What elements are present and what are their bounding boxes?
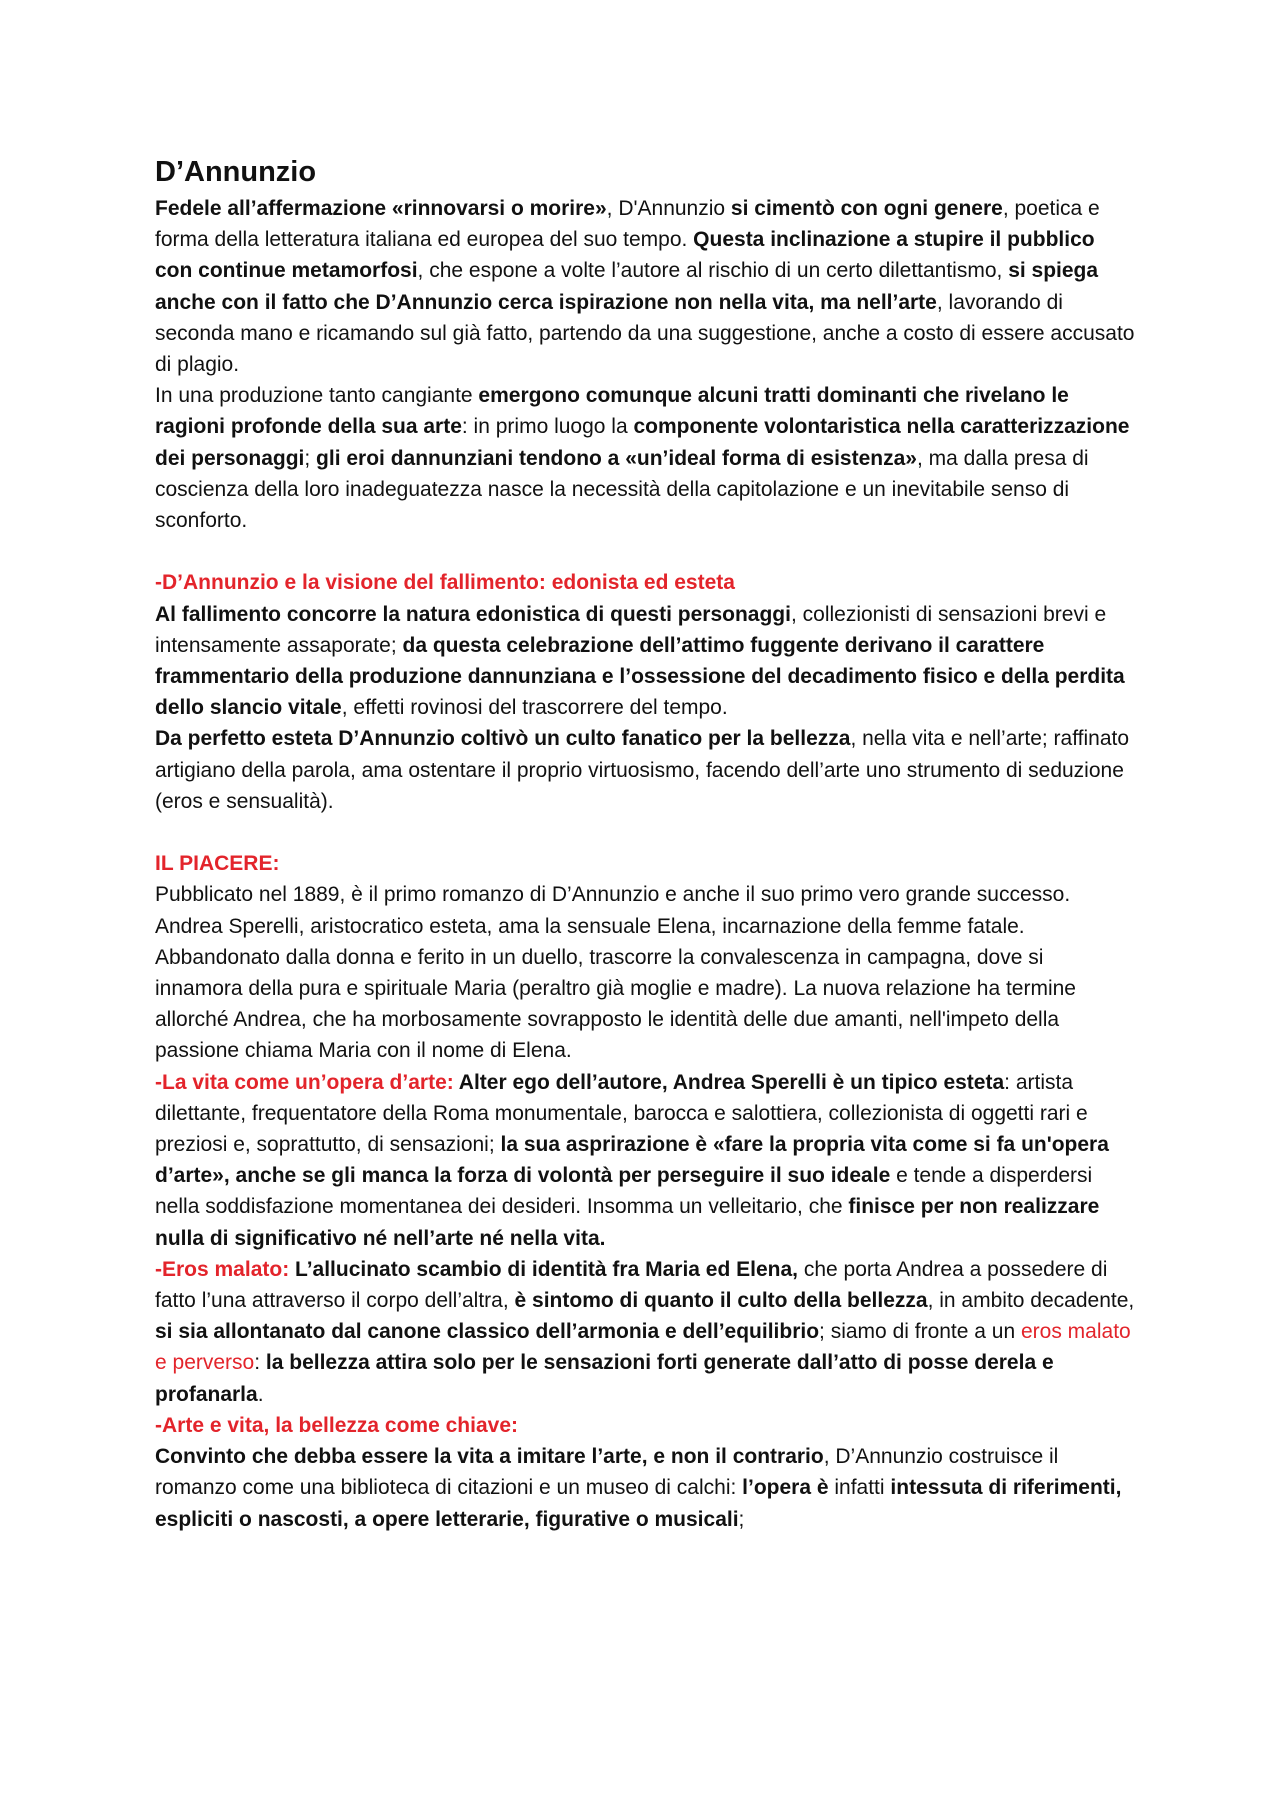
text-run: , D’Annunzio costruisce il romanzo come una biblioteca di citazioni e un museo di calchi: (155, 1445, 1059, 1500)
bold-run: Convinto che debba essere la vita a imitare l’arte, e non il contrario (155, 1445, 824, 1469)
text-run: : artista dilettante, frequentatore della Roma monumentale, barocca e salottiera, collezionista di oggetti rari e preziosi e, soprattutto, di sensazioni; (155, 1070, 1088, 1157)
bold-run: è sintomo di quanto il culto della bellezza (514, 1289, 928, 1313)
text-run: Andrea Sperelli, aristocratico esteta, ama la sensuale Elena, incarnazione della femme fatale. Abbandonato dalla donna e ferito in un duello, trascorre la convalescenza in campagna, dove si innamora della pura e spirituale Maria (peraltro già moglie e madre). La nuova relazione ha termine allorché Andrea, che ha morbosamente sovrapposto le identità delle due amanti, nell'impeto della passione chiama Maria con il nome di Elena. (155, 914, 1076, 1063)
highlight-run: -La vita come un’opera d’arte: (155, 1070, 459, 1094)
text-run: , nella vita e nell’arte; raffinato artigiano della parola, ama ostentare il proprio virtuosismo, facendo dell’arte uno strumento di seduzione (eros e sensualità). (155, 727, 1130, 813)
bold-run: la sua asprirazione è «fare la propria vita come si fa un'opera d’arte», anche se gli manca la forza di volontà per perseguire il suo ideale (155, 1133, 1109, 1188)
section1-paragraph-2 (155, 723, 1135, 817)
text-run: e tende a disperdersi nella soddisfazione momentanea dei desideri. Insomma un velleitario, che (155, 1164, 1093, 1219)
bold-run: gli eroi dannunziani tendono a «un’ideal forma di esistenza» (316, 446, 917, 470)
bold-run: l’opera è (742, 1476, 829, 1500)
text-run: che porta Andrea a possedere di fatto l’una attraverso il corpo dell’altra, (155, 1257, 1108, 1313)
text-run: In una produzione tanto cangiante (155, 384, 479, 408)
section2-paragraph-arte-vita (155, 1441, 1135, 1535)
text-run: ; (304, 446, 317, 470)
highlight-run: -Eros malato: (155, 1257, 296, 1281)
bold-run: Alter ego dell’autore, Andrea Sperelli è un tipico esteta (458, 1070, 1005, 1094)
text-run: , D'Annunzio (606, 197, 731, 220)
paragraph-spacer (155, 536, 1135, 567)
bold-run: si sia allontanato dal canone classico dell’armonia e dell’equilibrio (155, 1320, 820, 1344)
section-heading-fallimento: -D’Annunzio e la visione del fallimento: edonista ed esteta (155, 571, 735, 595)
text-run: , in ambito decadente, (927, 1289, 1135, 1313)
section2-paragraph-vita-opera-arte (155, 1067, 1135, 1254)
section1-paragraph-1 (155, 599, 1135, 724)
text-run: , effetti rovinosi del trascorrere del tempo. (341, 696, 728, 720)
text-run: , lavorando di seconda mano e ricamando sul già fatto, partendo da una suggestione, anche a costo di essere accusato di plagio. (155, 290, 1135, 377)
text-run: : (254, 1351, 266, 1375)
paragraph-spacer (155, 817, 1135, 848)
highlight-run: -Arte e vita, la bellezza come chiave: (155, 1413, 518, 1437)
text-run: Pubblicato nel 1889, è il primo romanzo di D’Annunzio e anche il suo primo vero grande successo. (155, 883, 1071, 907)
intro-paragraph-2 (155, 380, 1135, 536)
section-heading-il-piacere: IL PIACERE: (155, 852, 280, 876)
bold-run: finisce per non realizzare nulla di significativo né nell’arte né nella vita. (155, 1195, 1100, 1250)
bold-run: da questa celebrazione dell’attimo fuggente derivano il carattere frammentario della produzione dannunziana e l’ossessione del decadimento fisico e della perdita dello slancio vitale (155, 633, 1125, 720)
text-run: ; siamo di fronte a un (819, 1320, 1021, 1344)
text-run: , ma dalla presa di coscienza della loro inadeguatezza nasce la necessità della capitolazione e un inevitabile senso di sconforto. (155, 446, 1089, 533)
bold-run: Da perfetto esteta D’Annunzio coltivò un culto fanatico per la bellezza (155, 727, 851, 751)
bold-run: la bellezza attira solo per le sensazioni forti generate dall’atto di posse derela e profanarla (155, 1351, 1054, 1406)
bold-run: Al fallimento concorre la natura edonistica di questi personaggi (155, 602, 791, 626)
text-run: , che espone a volte l’autore al rischio di un certo dilettantismo, (417, 259, 1009, 283)
bold-run: componente volontaristica nella caratterizzazione dei personaggi (155, 415, 1130, 470)
bold-run: si cimentò con ogni genere (730, 197, 1003, 220)
text-run: . (257, 1382, 264, 1406)
text-run: , collezionisti di sensazioni brevi e intensamente assaporate; (155, 602, 1107, 657)
intro-paragraph-1 (155, 193, 1135, 380)
document-title: D’Annunzio (155, 156, 317, 188)
section2-subheading-arte-vita (155, 1410, 1135, 1441)
bold-run: Questa inclinazione a stupire il pubblico con continue metamorfosi (155, 228, 1095, 283)
text-run: , poetica e forma della letteratura italiana ed europea del suo tempo. (155, 197, 1100, 252)
section2-paragraph-2 (155, 911, 1135, 1067)
bold-run: Fedele all’affermazione «rinnovarsi o morire» (155, 197, 607, 220)
bold-run: L’allucinato scambio di identità fra Maria ed Elena, (295, 1257, 798, 1281)
highlight-run: eros malato e perverso (155, 1320, 1131, 1375)
section2-paragraph-eros-malato (155, 1254, 1135, 1410)
document-page (155, 150, 1135, 1535)
bold-run: intessuta di riferimenti, espliciti o nascosti, a opere letterarie, figurative o musicali (155, 1476, 1122, 1531)
section2-paragraph-1 (155, 879, 1135, 910)
text-run: infatti (828, 1476, 891, 1500)
text-run: : in primo luogo la (461, 415, 634, 439)
text-run: ; (738, 1507, 745, 1531)
bold-run: si spiega anche con il fatto che D’Annunzio cerca ispirazione non nella vita, ma nell’arte (155, 259, 1099, 314)
bold-run: emergono comunque alcuni tratti dominanti che rivelano le ragioni profonde della sua arte (155, 384, 1069, 439)
